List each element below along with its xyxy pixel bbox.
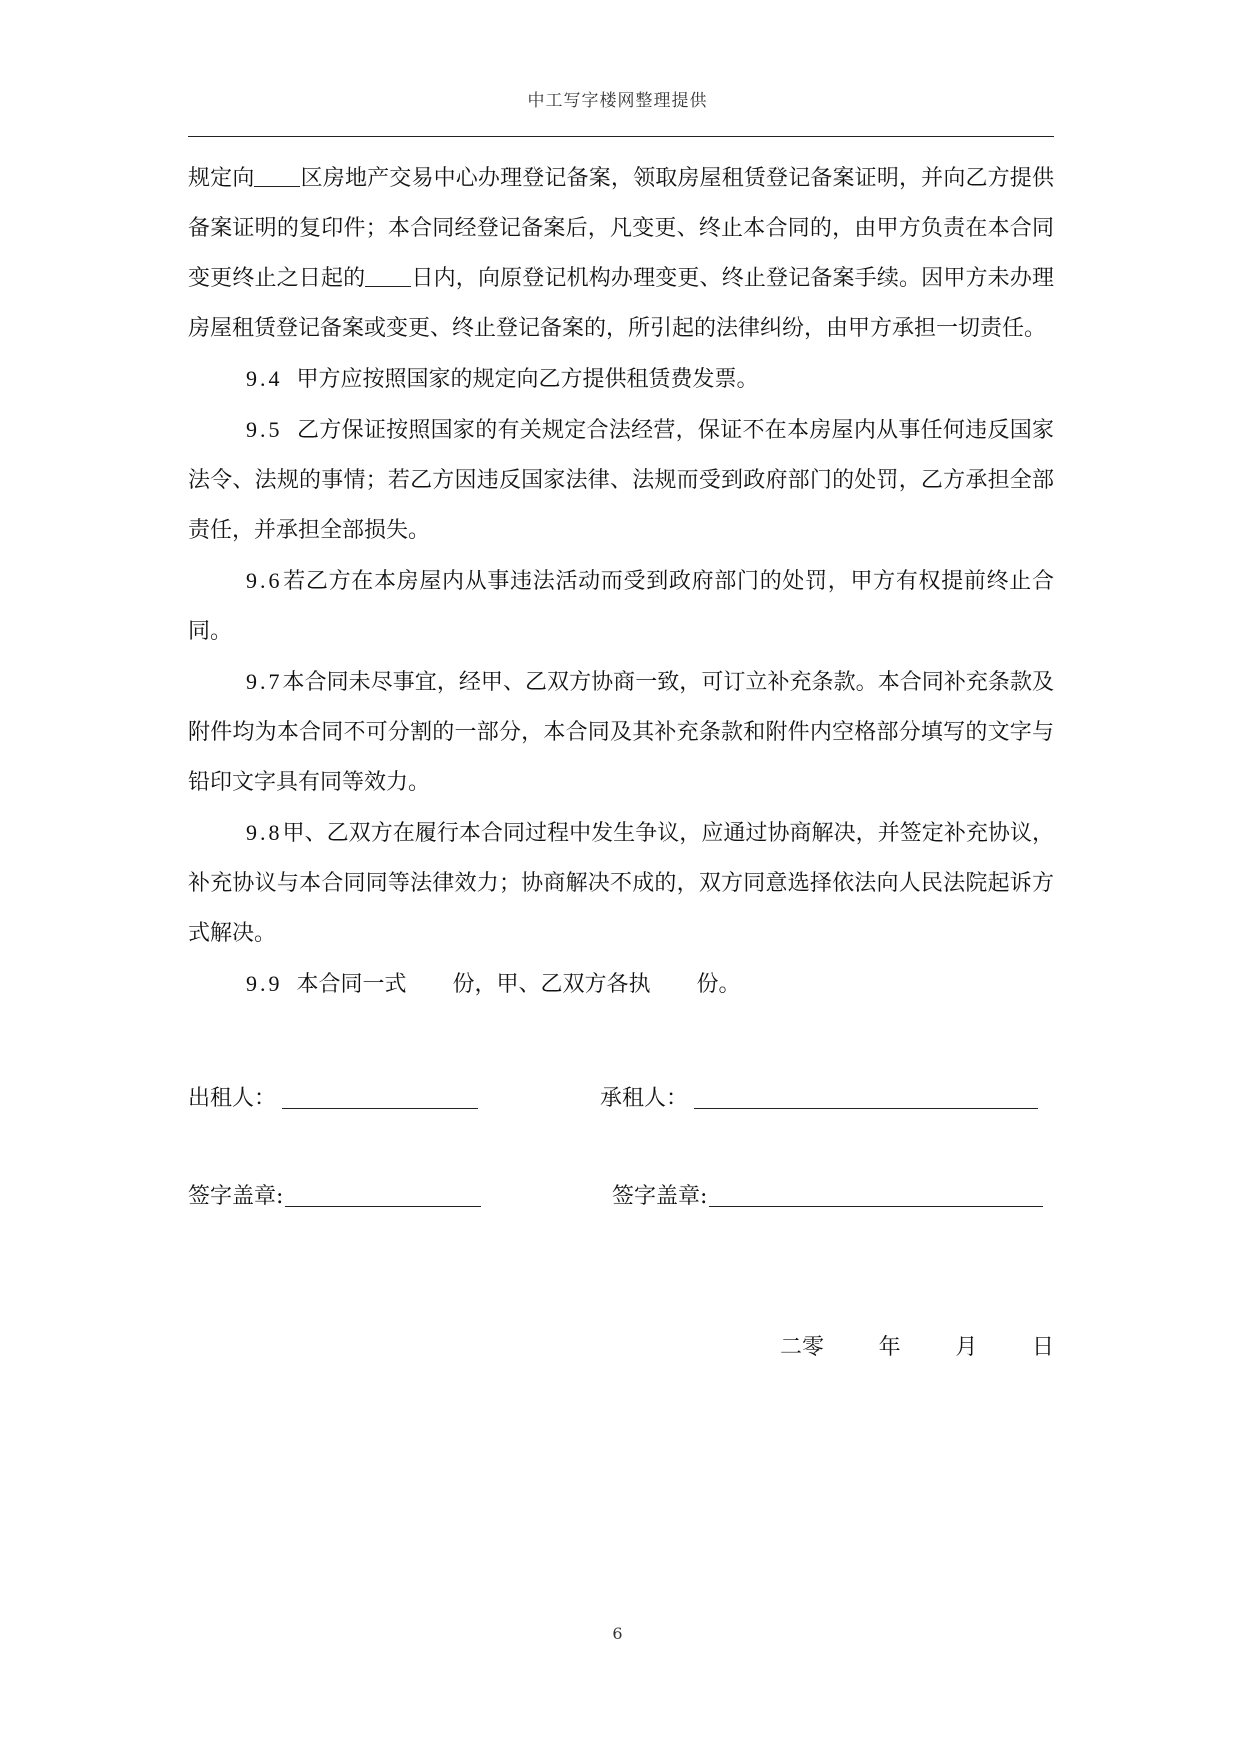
contract-body [188, 154, 1054, 1010]
date-day: 日 [1031, 1335, 1054, 1360]
clause-number: 9.5 [246, 417, 283, 442]
clause-9-4 [188, 354, 1054, 405]
clause-text: 份。 [696, 972, 741, 997]
lessor-seal [188, 1176, 481, 1217]
blank-district [254, 158, 300, 187]
lessor-seal-line [285, 1176, 481, 1207]
text-segment: 日内，向原登记机构办理变更、终止登记备案手续。因甲方未办理房屋租赁登记备案或变更、终止登记备案的，所引起的法律纠纷，由甲方承担一切责任。 [188, 266, 1054, 341]
lessee-seal [612, 1176, 1043, 1217]
clause-number: 9.4 [246, 366, 283, 391]
lessee-signature-line [694, 1078, 1038, 1109]
text-segment: 规定向 [188, 166, 255, 191]
seal-label-left: 签字盖章: [188, 1184, 284, 1209]
clause-number: 9.8 [246, 820, 283, 845]
paragraph-registration [188, 154, 1054, 354]
clause-number: 9.9 [246, 971, 283, 996]
clause-text: 甲方应按照国家的规定向乙方提供租赁费发票。 [282, 367, 759, 392]
clause-9-9 [188, 959, 1054, 1010]
signing-date [780, 1328, 1054, 1368]
date-year: 年 [878, 1335, 901, 1360]
clause-9-6 [188, 556, 1054, 657]
lessee-signature [600, 1078, 1038, 1119]
header-title: 中工写字楼网整理提供 [527, 91, 708, 111]
lessee-label: 承租人： [600, 1086, 689, 1111]
clause-text: 甲、乙双方在履行本合同过程中发生争议，应通过协商解决，并签定补充协议，补充协议与本合同同等法律效力；协商解决不成的，双方同意选择依法向人民法院起诉方式解决。 [188, 821, 1054, 946]
signature-row-seal [188, 1176, 1054, 1216]
clause-9-8 [188, 808, 1054, 959]
clause-text: 乙方保证按照国家的有关规定合法经营，保证不在本房屋内从事任何违反国家法令、法规的事情；若乙方因违反国家法律、法规而受到政府部门的处罚，乙方承担全部责任，并承担全部损失。 [188, 418, 1054, 543]
lessor-label: 出租人： [188, 1086, 277, 1111]
clause-number: 9.7 [246, 669, 283, 694]
clause-9-5 [188, 405, 1054, 556]
blank-days [365, 258, 411, 287]
lessor-signature [188, 1078, 478, 1119]
header-divider [188, 136, 1054, 137]
date-month: 月 [955, 1335, 978, 1360]
signature-row-parties [188, 1078, 1054, 1118]
seal-label-right: 签字盖章: [612, 1184, 708, 1209]
page-number: 6 [612, 1624, 623, 1643]
clause-text: 本合同一式 [282, 972, 407, 997]
clause-text: 本合同未尽事宜，经甲、乙双方协商一致，可订立补充条款。本合同补充条款及附件均为本合同不可分割的一部分，本合同及其补充条款和附件内空格部分填写的文字与铅印文字具有同等效力。 [188, 670, 1054, 795]
text-segment: 区房地产交易中心办理登记备案，领取房屋租赁登记备案证明，并向乙方提供备案证明的复印件；本合同经登记备案后，凡变更、终止本合同的，由甲方负责在本合同变更终止之日起的 [188, 166, 1054, 291]
clause-text: 若乙方在本房屋内从事违法活动而受到政府部门的处罚，甲方有权提前终止合同。 [188, 569, 1054, 644]
clause-9-7 [188, 657, 1054, 808]
lessee-seal-line [709, 1176, 1043, 1207]
clause-text: 份，甲、乙双方各执 [452, 972, 651, 997]
clause-number: 9.6 [246, 568, 283, 593]
lessor-signature-line [282, 1078, 478, 1109]
date-prefix: 二零 [780, 1335, 825, 1360]
